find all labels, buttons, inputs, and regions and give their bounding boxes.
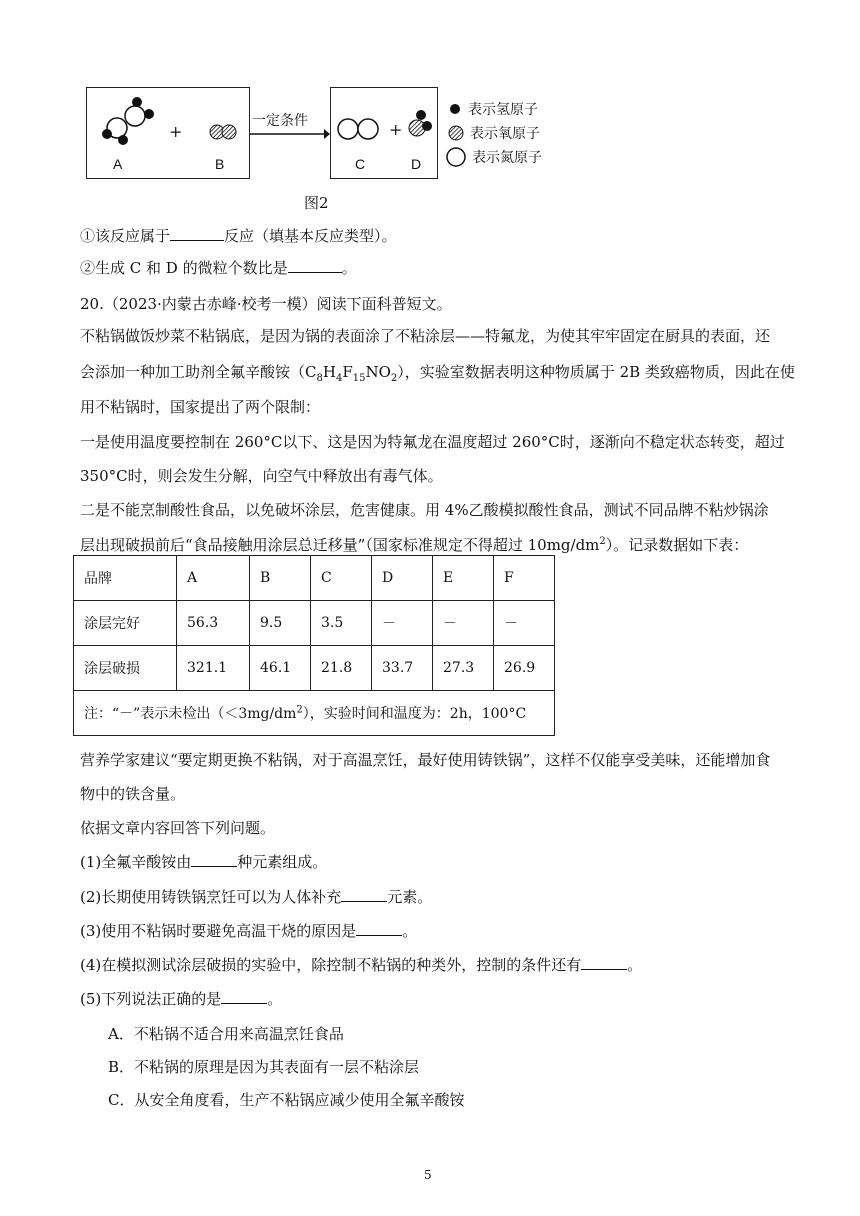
- unit-superscript: 2: [599, 536, 606, 547]
- q20-intro: 依据文章内容回答下列问题。: [80, 819, 276, 837]
- table-cell: 涂层完好: [74, 601, 177, 646]
- table-header-cell: D: [372, 556, 433, 601]
- plus-sign-2: +: [389, 120, 403, 139]
- table-note-text: 注：“－”表示未检出（＜3mg/dm: [84, 706, 297, 722]
- q20-sub5: [80, 989, 282, 1009]
- sub1-tail: 种元素组成。: [237, 853, 328, 871]
- sub3-tail: 。: [402, 922, 418, 940]
- table-cell: 33.7: [372, 646, 433, 691]
- table-cell: 56.3: [177, 601, 250, 646]
- legend-nitrogen-label: 表示氮原子: [472, 150, 542, 166]
- table-row: [74, 646, 555, 691]
- sub1-text: (1)全氟辛酸铵由: [80, 853, 192, 871]
- legend-hydrogen: [448, 99, 538, 119]
- sub4-tail: 。: [627, 956, 643, 974]
- q20-paragraph1-line2: [80, 362, 795, 389]
- answer-blank[interactable]: [221, 989, 267, 1004]
- table-row: [74, 601, 555, 646]
- figure-caption: 图2: [304, 194, 329, 212]
- molecule-a-icon: [93, 94, 163, 154]
- table-cell: －: [494, 601, 555, 646]
- table-header-cell: C: [311, 556, 372, 601]
- reactants-box: [86, 87, 250, 179]
- q19-part2: [80, 258, 357, 278]
- p1-text: 会添加一种加工助剂全氟辛酸铵（C: [80, 363, 317, 381]
- q20-paragraph4-line1: 营养学家建议“要定期更换不粘锅，对于高温烹饪，最好使用铸铁锅”，这样不仅能享受美味，还能增加食: [80, 751, 771, 769]
- table-header-cell: B: [250, 556, 311, 601]
- choice-c[interactable]: C．从安全角度看，生产不粘锅应减少使用全氟辛酸铵: [108, 1091, 465, 1109]
- oxygen-atom-icon: [448, 125, 464, 141]
- label-c: C: [355, 156, 366, 172]
- formula-subscript: 8: [316, 373, 323, 384]
- table-cell: 3.5: [311, 601, 372, 646]
- q20-paragraph2-line1: 一是使用温度要控制在 260°C以下、这是因为特氟龙在温度超过 260°C时，逐渐向不稳定状态转变，超过: [80, 433, 785, 451]
- legend-oxygen: [448, 123, 540, 143]
- molecule-b-icon: [207, 122, 247, 142]
- table-cell: －: [433, 601, 494, 646]
- p1-text-tail: ），实验室数据表明这种物质属于 2B 类致癌物质，因此在使: [397, 363, 795, 381]
- q19-part2-text: ②生成 C 和 D 的微粒个数比是: [80, 259, 288, 277]
- q19-part2-tail: 。: [341, 259, 357, 277]
- table-cell: 26.9: [494, 646, 555, 691]
- answer-blank[interactable]: [581, 955, 627, 970]
- nitrogen-atom-icon: [446, 147, 466, 167]
- table-cell: 321.1: [177, 646, 250, 691]
- q20-paragraph1-line1: 不粘锅做饭炒菜不粘锅底，是因为锅的表面涂了不粘涂层——特氟龙，为使其牢牢固定在厨具的表面，还: [80, 327, 771, 345]
- legend-oxygen-label: 表示氧原子: [470, 126, 540, 142]
- table-cell: 27.3: [433, 646, 494, 691]
- sub2-text: (2)长期使用铸铁锅烹饪可以为人体补充: [80, 888, 342, 906]
- table-header-row: [74, 556, 555, 601]
- label-d: D: [411, 156, 422, 172]
- plus-sign: +: [169, 122, 183, 141]
- answer-blank[interactable]: [191, 852, 237, 867]
- q19-part1-tail: 反应（填基本反应类型）。: [224, 227, 397, 245]
- molecule-d-icon: [405, 108, 435, 142]
- unit-superscript: 2: [296, 704, 303, 716]
- q20-sub4: [80, 955, 642, 975]
- formula-element: F: [342, 363, 353, 381]
- hydrogen-atom-icon: [448, 102, 462, 116]
- page-number: 5: [424, 1168, 432, 1182]
- sub2-tail: 元素。: [387, 888, 433, 906]
- formula-element: H: [322, 363, 336, 381]
- label-a: A: [113, 156, 123, 172]
- answer-blank[interactable]: [288, 258, 342, 273]
- q19-part1: [80, 226, 397, 246]
- q20-paragraph2-line2: 350°C时，则会发生分解，向空气中释放出有毒气体。: [80, 467, 443, 485]
- sub5-text: (5)下列说法正确的是: [80, 990, 222, 1008]
- answer-blank[interactable]: [356, 921, 402, 936]
- p3-text-tail: ）。记录数据如下表：: [605, 536, 749, 554]
- q20-paragraph4-line2: 物中的铁含量。: [80, 785, 186, 803]
- table-note-tail: ），实验时间和温度为：2h，100°C: [302, 706, 527, 722]
- table-header-cell: F: [494, 556, 555, 601]
- answer-blank[interactable]: [341, 887, 387, 902]
- formula-subscript: 4: [335, 373, 343, 384]
- q20-sub3: [80, 921, 417, 941]
- formula-subscript: 15: [352, 373, 366, 384]
- table-cell: 9.5: [250, 601, 311, 646]
- table-cell: －: [372, 601, 433, 646]
- choice-a[interactable]: A．不粘锅不适合用来高温烹饪食品: [108, 1025, 344, 1043]
- q20-sub1: [80, 852, 327, 872]
- table-cell: 21.8: [311, 646, 372, 691]
- choice-b[interactable]: B．不粘锅的原理是因为其表面有一层不粘涂层: [108, 1058, 420, 1076]
- q20-sub2: [80, 887, 432, 907]
- q20-paragraph3-line1: 二是不能烹制酸性食品，以免破坏涂层，危害健康。用 4%乙酸模拟酸性食品，测试不同品牌不粘炒锅涂: [80, 501, 769, 519]
- sub5-tail: 。: [267, 990, 283, 1008]
- answer-blank[interactable]: [170, 226, 224, 241]
- legend-nitrogen: [446, 147, 542, 167]
- q20-paragraph1-line3: 用不粘锅时，国家提出了两个限制：: [80, 398, 321, 416]
- reaction-diagram: [80, 84, 580, 219]
- sub4-text: (4)在模拟测试涂层破损的实验中，除控制不粘锅的种类外，控制的条件还有: [80, 956, 582, 974]
- label-b: B: [215, 156, 225, 172]
- products-box: [330, 87, 438, 179]
- table-note: [74, 691, 555, 736]
- legend-hydrogen-label: 表示氢原子: [468, 102, 538, 118]
- table-cell: 46.1: [250, 646, 311, 691]
- table-header-cell: A: [177, 556, 250, 601]
- p3-text: 层出现破损前后“食品接触用涂层总迁移量”（国家标准规定不得超过 10mg/dm: [80, 536, 600, 554]
- q19-part1-text: ①该反应属于: [80, 227, 171, 245]
- formula-element: NO: [365, 363, 391, 381]
- formula-subscript: 2: [390, 373, 398, 384]
- coating-migration-table: [73, 555, 555, 736]
- table-cell: 涂层破损: [74, 646, 177, 691]
- reaction-arrow-icon: [250, 128, 330, 140]
- molecule-c-icon: [335, 116, 385, 142]
- table-header-cell: E: [433, 556, 494, 601]
- sub3-text: (3)使用不粘锅时要避免高温干烧的原因是: [80, 922, 357, 940]
- reaction-condition: 一定条件: [252, 112, 308, 128]
- table-note-row: [74, 691, 555, 736]
- q20-heading: 20.（2023·内蒙古赤峰·校考一模）阅读下面科普短文。: [80, 295, 452, 313]
- q20-paragraph3-line2: [80, 532, 748, 555]
- table-header-cell: 品牌: [74, 556, 177, 601]
